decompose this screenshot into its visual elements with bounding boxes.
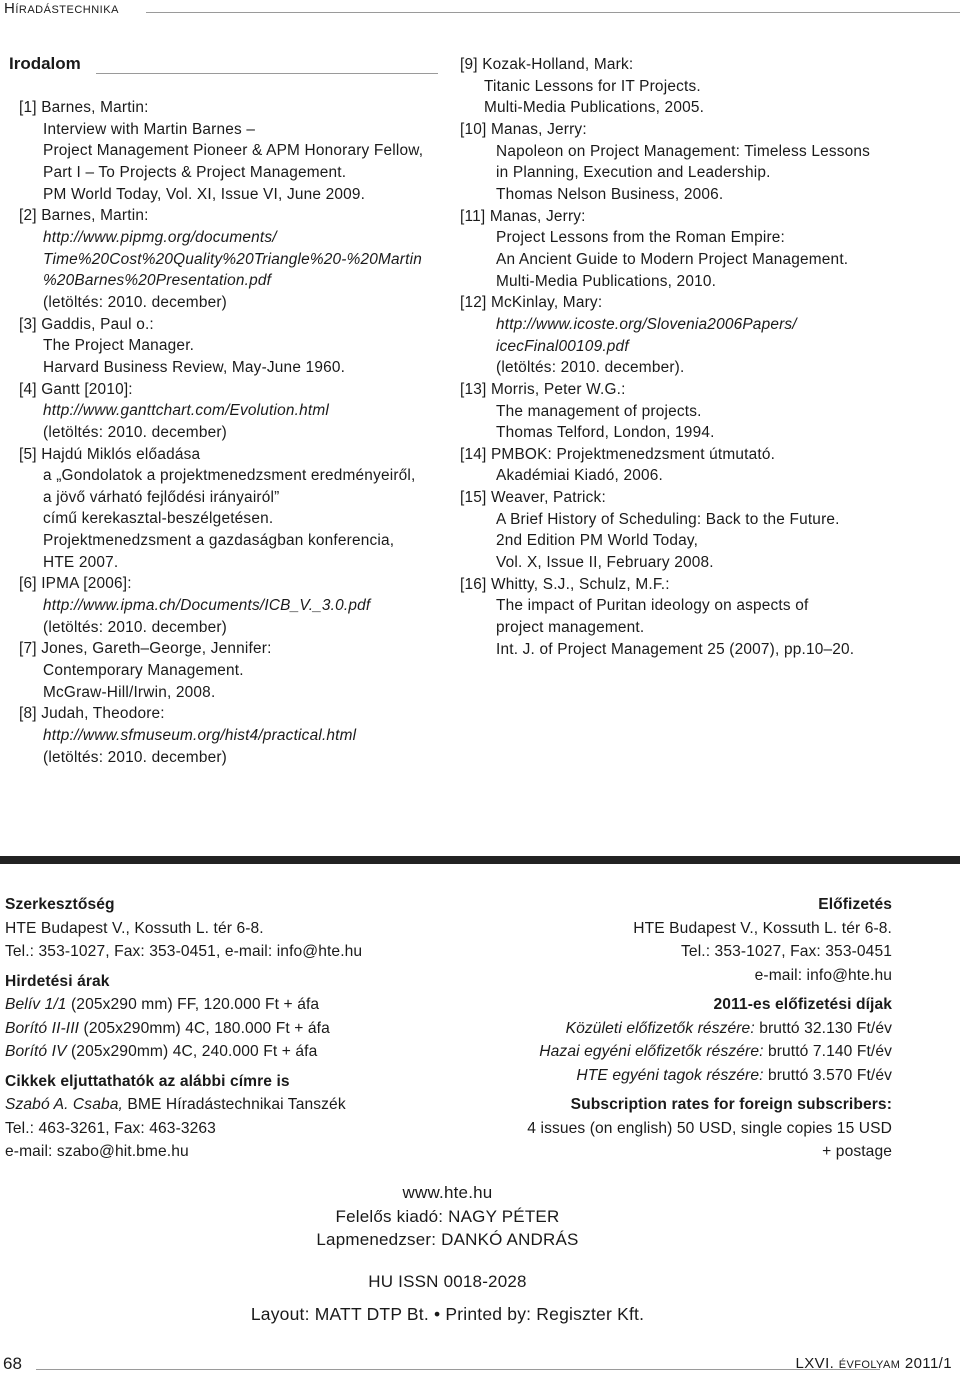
reference-text: Harvard Business Review, May-June 1960. <box>43 358 346 376</box>
reference-text: The impact of Puritan ideology on aspects of <box>496 597 809 615</box>
reference-text: (letöltés: 2010. december) <box>43 423 227 441</box>
info-text: 2011-es előfizetési díjak <box>713 996 892 1013</box>
reference-text: Thomas Nelson Business, 2006. <box>496 185 724 203</box>
info-text: HTE Budapest V., Kossuth L. tér 6-8. <box>5 919 264 937</box>
info-text: Hirdetési árak <box>5 972 110 990</box>
reference-text: Jones, Gareth–George, Jennifer: <box>41 640 272 658</box>
reference-url-link[interactable]: http://www.icoste.org/Slovenia2006Papers/ <box>496 315 797 333</box>
reference-text: Manas, Jerry: <box>490 120 587 138</box>
reference-text: HTE 2007. <box>43 553 119 571</box>
info-line <box>422 1064 892 1088</box>
info-text: Szerkesztőség <box>5 896 115 913</box>
info-heading <box>5 970 475 994</box>
reference-text: 2nd Edition PM World Today, <box>496 532 699 550</box>
info-line <box>5 917 475 941</box>
page-number: 68 <box>3 1354 22 1373</box>
info-text: Előfizetés <box>818 896 892 913</box>
reference-number: [6] <box>19 575 37 593</box>
reference-text: A Brief History of Scheduling: Back to the Future. <box>496 510 840 528</box>
reference-text: Manas, Jerry: <box>489 207 586 225</box>
editorial-info-block <box>5 893 475 1164</box>
reference-entry <box>19 379 444 444</box>
reference-text: Judah, Theodore: <box>41 705 165 723</box>
info-text: BME Híradástechnikai Tanszék <box>122 1096 346 1113</box>
reference-text: (letöltés: 2010. december) <box>43 748 227 766</box>
reference-number: [12] <box>460 294 487 312</box>
reference-text: An Ancient Guide to Modern Project Management. <box>496 250 849 268</box>
info-text: Közületi előfizetők részére: <box>565 1019 755 1037</box>
footer-separator-bar <box>0 856 960 864</box>
section-title: Irodalom <box>9 54 81 73</box>
info-heading <box>5 893 475 917</box>
info-text: Borító IV <box>5 1043 67 1060</box>
references-left-column <box>19 97 444 768</box>
reference-entry <box>460 487 900 574</box>
info-text: bruttó 32.130 Ft/év <box>754 1019 892 1037</box>
reference-text: Contemporary Management. <box>43 662 244 680</box>
info-line <box>422 1040 892 1064</box>
reference-text: című kerekasztal-beszélgetésen. <box>43 510 274 528</box>
info-heading <box>5 1070 475 1094</box>
info-text: Tel.: 353-1027, Fax: 353-0451 <box>681 943 892 960</box>
reference-text: project management. <box>496 619 645 637</box>
reference-entry <box>19 97 444 205</box>
reference-text: Multi-Media Publications, 2010. <box>496 272 717 290</box>
info-text: bruttó 7.140 Ft/év <box>763 1043 892 1060</box>
info-line <box>422 1140 892 1164</box>
reference-number: [2] <box>19 207 37 225</box>
reference-entry <box>19 314 444 379</box>
reference-number: [8] <box>19 705 37 723</box>
reference-text: Morris, Peter W.G.: <box>490 380 626 398</box>
reference-number: [5] <box>19 445 37 463</box>
reference-text: Int. J. of Project Management 25 (2007), pp.10–20. <box>496 640 855 658</box>
reference-text: Hajdú Miklós előadása <box>41 445 201 463</box>
info-text: (205x290 mm) FF, 120.000 Ft + áfa <box>66 996 320 1013</box>
reference-entry <box>19 573 444 638</box>
reference-text: Akadémiai Kiadó, 2006. <box>496 467 663 485</box>
info-text: Hazai egyéni előfizetők részére: <box>539 1043 764 1060</box>
info-line <box>422 917 892 941</box>
references-right-column <box>460 54 900 660</box>
reference-number: [16] <box>460 575 487 593</box>
reference-entry <box>460 54 900 119</box>
reference-text: Project Lessons from the Roman Empire: <box>496 229 786 247</box>
info-line <box>422 1117 892 1141</box>
reference-text: Projektmenedzsment a gazdaságban konferencia, <box>43 532 395 550</box>
reference-entry <box>460 444 900 487</box>
reference-text: IPMA [2006]: <box>41 575 132 593</box>
reference-url-link[interactable]: Time%20Cost%20Quality%20Triangle%20-%20Martin <box>43 250 422 268</box>
website-link[interactable]: www.hte.hu <box>402 1183 493 1202</box>
reference-url-link[interactable]: http://www.sfmuseum.org/hist4/practical.html <box>43 727 357 745</box>
reference-number: [15] <box>460 489 487 507</box>
info-text: e-mail: info@hte.hu <box>754 966 892 984</box>
info-text: Szabó A. Csaba, <box>5 1096 123 1113</box>
reference-url-link[interactable]: http://www.pipmg.org/documents/ <box>43 228 277 246</box>
reference-text: a jövő várható fejlődési irányairól” <box>43 488 280 506</box>
reference-entry <box>460 574 900 661</box>
info-text: HTE Budapest V., Kossuth L. tér 6-8. <box>633 919 892 937</box>
volume-label: LXVI. évfolyam 2011/1 <box>795 1355 952 1372</box>
reference-number: [11] <box>460 207 486 225</box>
reference-text: PM World Today, Vol. XI, Issue VI, June 2009. <box>43 185 366 203</box>
reference-url-link[interactable]: http://www.ipma.ch/Documents/ICB_V._3.0.pdf <box>43 597 371 615</box>
info-line <box>5 993 475 1017</box>
info-text: Belív 1/1 <box>5 996 67 1013</box>
editor-line: Lapmenedzser: DANKÓ ANDRÁS <box>316 1230 579 1249</box>
info-line <box>422 1017 892 1041</box>
info-heading <box>422 1093 892 1117</box>
info-text: Borító II-III <box>5 1019 80 1037</box>
reference-text: (letöltés: 2010. december). <box>496 359 685 377</box>
info-text: bruttó 3.570 Ft/év <box>763 1066 892 1084</box>
info-text: e-mail: szabo@hit.bme.hu <box>5 1143 189 1160</box>
reference-number: [1] <box>19 99 37 116</box>
reference-entry <box>19 444 444 574</box>
header-rule <box>146 12 960 13</box>
reference-number: [13] <box>460 380 487 398</box>
info-line <box>422 940 892 964</box>
section-title-rule <box>96 73 438 74</box>
reference-text: Interview with Martin Barnes – <box>43 120 256 138</box>
reference-entry <box>19 205 444 313</box>
subscription-info-block <box>422 893 892 1164</box>
info-line <box>5 940 475 964</box>
info-line <box>5 1093 475 1117</box>
reference-text: The Project Manager. <box>43 337 195 355</box>
running-header-title <box>4 0 119 18</box>
reference-text: The management of projects. <box>496 402 702 420</box>
issn-line: HU ISSN 0018-2028 <box>368 1272 527 1291</box>
info-text: Subscription rates for foreign subscribers: <box>570 1096 892 1113</box>
reference-text: Multi-Media Publications, 2005. <box>484 99 705 117</box>
reference-entry <box>19 638 444 703</box>
reference-text: Whitty, S.J., Schulz, M.F.: <box>490 575 670 593</box>
info-line <box>5 1017 475 1041</box>
reference-entry <box>460 206 900 293</box>
reference-text: a „Gondolatok a projektmenedzsment eredményeiről, <box>43 467 416 485</box>
reference-number: [4] <box>19 380 37 398</box>
running-header-text: Híradástechnika <box>4 0 119 17</box>
page-footer-rule <box>36 1369 880 1370</box>
reference-text: Vol. X, Issue II, February 2008. <box>496 554 714 572</box>
info-text: Tel.: 463-3261, Fax: 463-3263 <box>5 1119 216 1137</box>
reference-number: [9] <box>460 56 478 73</box>
reference-text: (letöltés: 2010. december) <box>43 618 227 636</box>
reference-url-link[interactable]: icecFinal00109.pdf <box>496 337 629 355</box>
info-heading <box>422 993 892 1017</box>
reference-text: McGraw-Hill/Irwin, 2008. <box>43 683 216 701</box>
info-text: Cikkek eljuttathatók az alábbi címre is <box>5 1072 290 1090</box>
info-line <box>422 964 892 988</box>
info-line <box>5 1117 475 1141</box>
info-text: (205x290mm) 4C, 180.000 Ft + áfa <box>79 1019 330 1037</box>
info-text: Tel.: 353-1027, Fax: 353-0451, e-mail: info@hte.hu <box>5 943 363 960</box>
info-text: + postage <box>822 1143 892 1160</box>
reference-number: [10] <box>460 120 487 138</box>
reference-text: Barnes, Martin: <box>41 99 149 116</box>
info-line <box>5 1040 475 1064</box>
reference-url-link[interactable]: %20Barnes%20Presentation.pdf <box>43 272 272 290</box>
info-text: (205x290mm) 4C, 240.000 Ft + áfa <box>66 1043 318 1060</box>
reference-text: Titanic Lessons for IT Projects. <box>484 77 701 95</box>
reference-text: Barnes, Martin: <box>41 207 149 225</box>
reference-text: Gaddis, Paul o.: <box>41 315 154 333</box>
info-line <box>5 1140 475 1164</box>
info-text: 4 issues (on english) 50 USD, single copies 15 USD <box>527 1119 892 1137</box>
reference-number: [14] <box>460 445 487 463</box>
reference-entry <box>19 703 444 768</box>
reference-text: PMBOK: Projektmenedzsment útmutató. <box>490 445 776 463</box>
reference-text: Weaver, Patrick: <box>490 489 606 507</box>
reference-text: Gantt [2010]: <box>41 380 133 398</box>
publisher-line: Felelős kiadó: NAGY PÉTER <box>335 1207 560 1226</box>
reference-text: (letöltés: 2010. december) <box>43 293 227 311</box>
info-heading <box>422 893 892 917</box>
reference-text: in Planning, Execution and Leadership. <box>496 164 771 182</box>
reference-entry <box>460 379 900 444</box>
reference-text: Kozak-Holland, Mark: <box>482 56 634 73</box>
reference-text: Napoleon on Project Management: Timeless Lessons <box>496 142 871 160</box>
reference-number: [3] <box>19 315 37 333</box>
layout-print-line: Layout: MATT DTP Bt. • Printed by: Regiszter Kft. <box>250 1304 645 1324</box>
reference-text: McKinlay, Mary: <box>490 294 603 312</box>
reference-entry <box>460 119 900 206</box>
reference-text: Part I – To Projects & Project Management. <box>43 163 347 181</box>
reference-number: [7] <box>19 640 37 658</box>
reference-text: Project Management Pioneer & APM Honorary Fellow, <box>43 142 424 160</box>
reference-url-link[interactable]: http://www.ganttchart.com/Evolution.html <box>43 402 330 420</box>
reference-entry <box>460 292 900 379</box>
reference-text: Thomas Telford, London, 1994. <box>496 424 715 442</box>
info-text: HTE egyéni tagok részére: <box>576 1066 764 1084</box>
